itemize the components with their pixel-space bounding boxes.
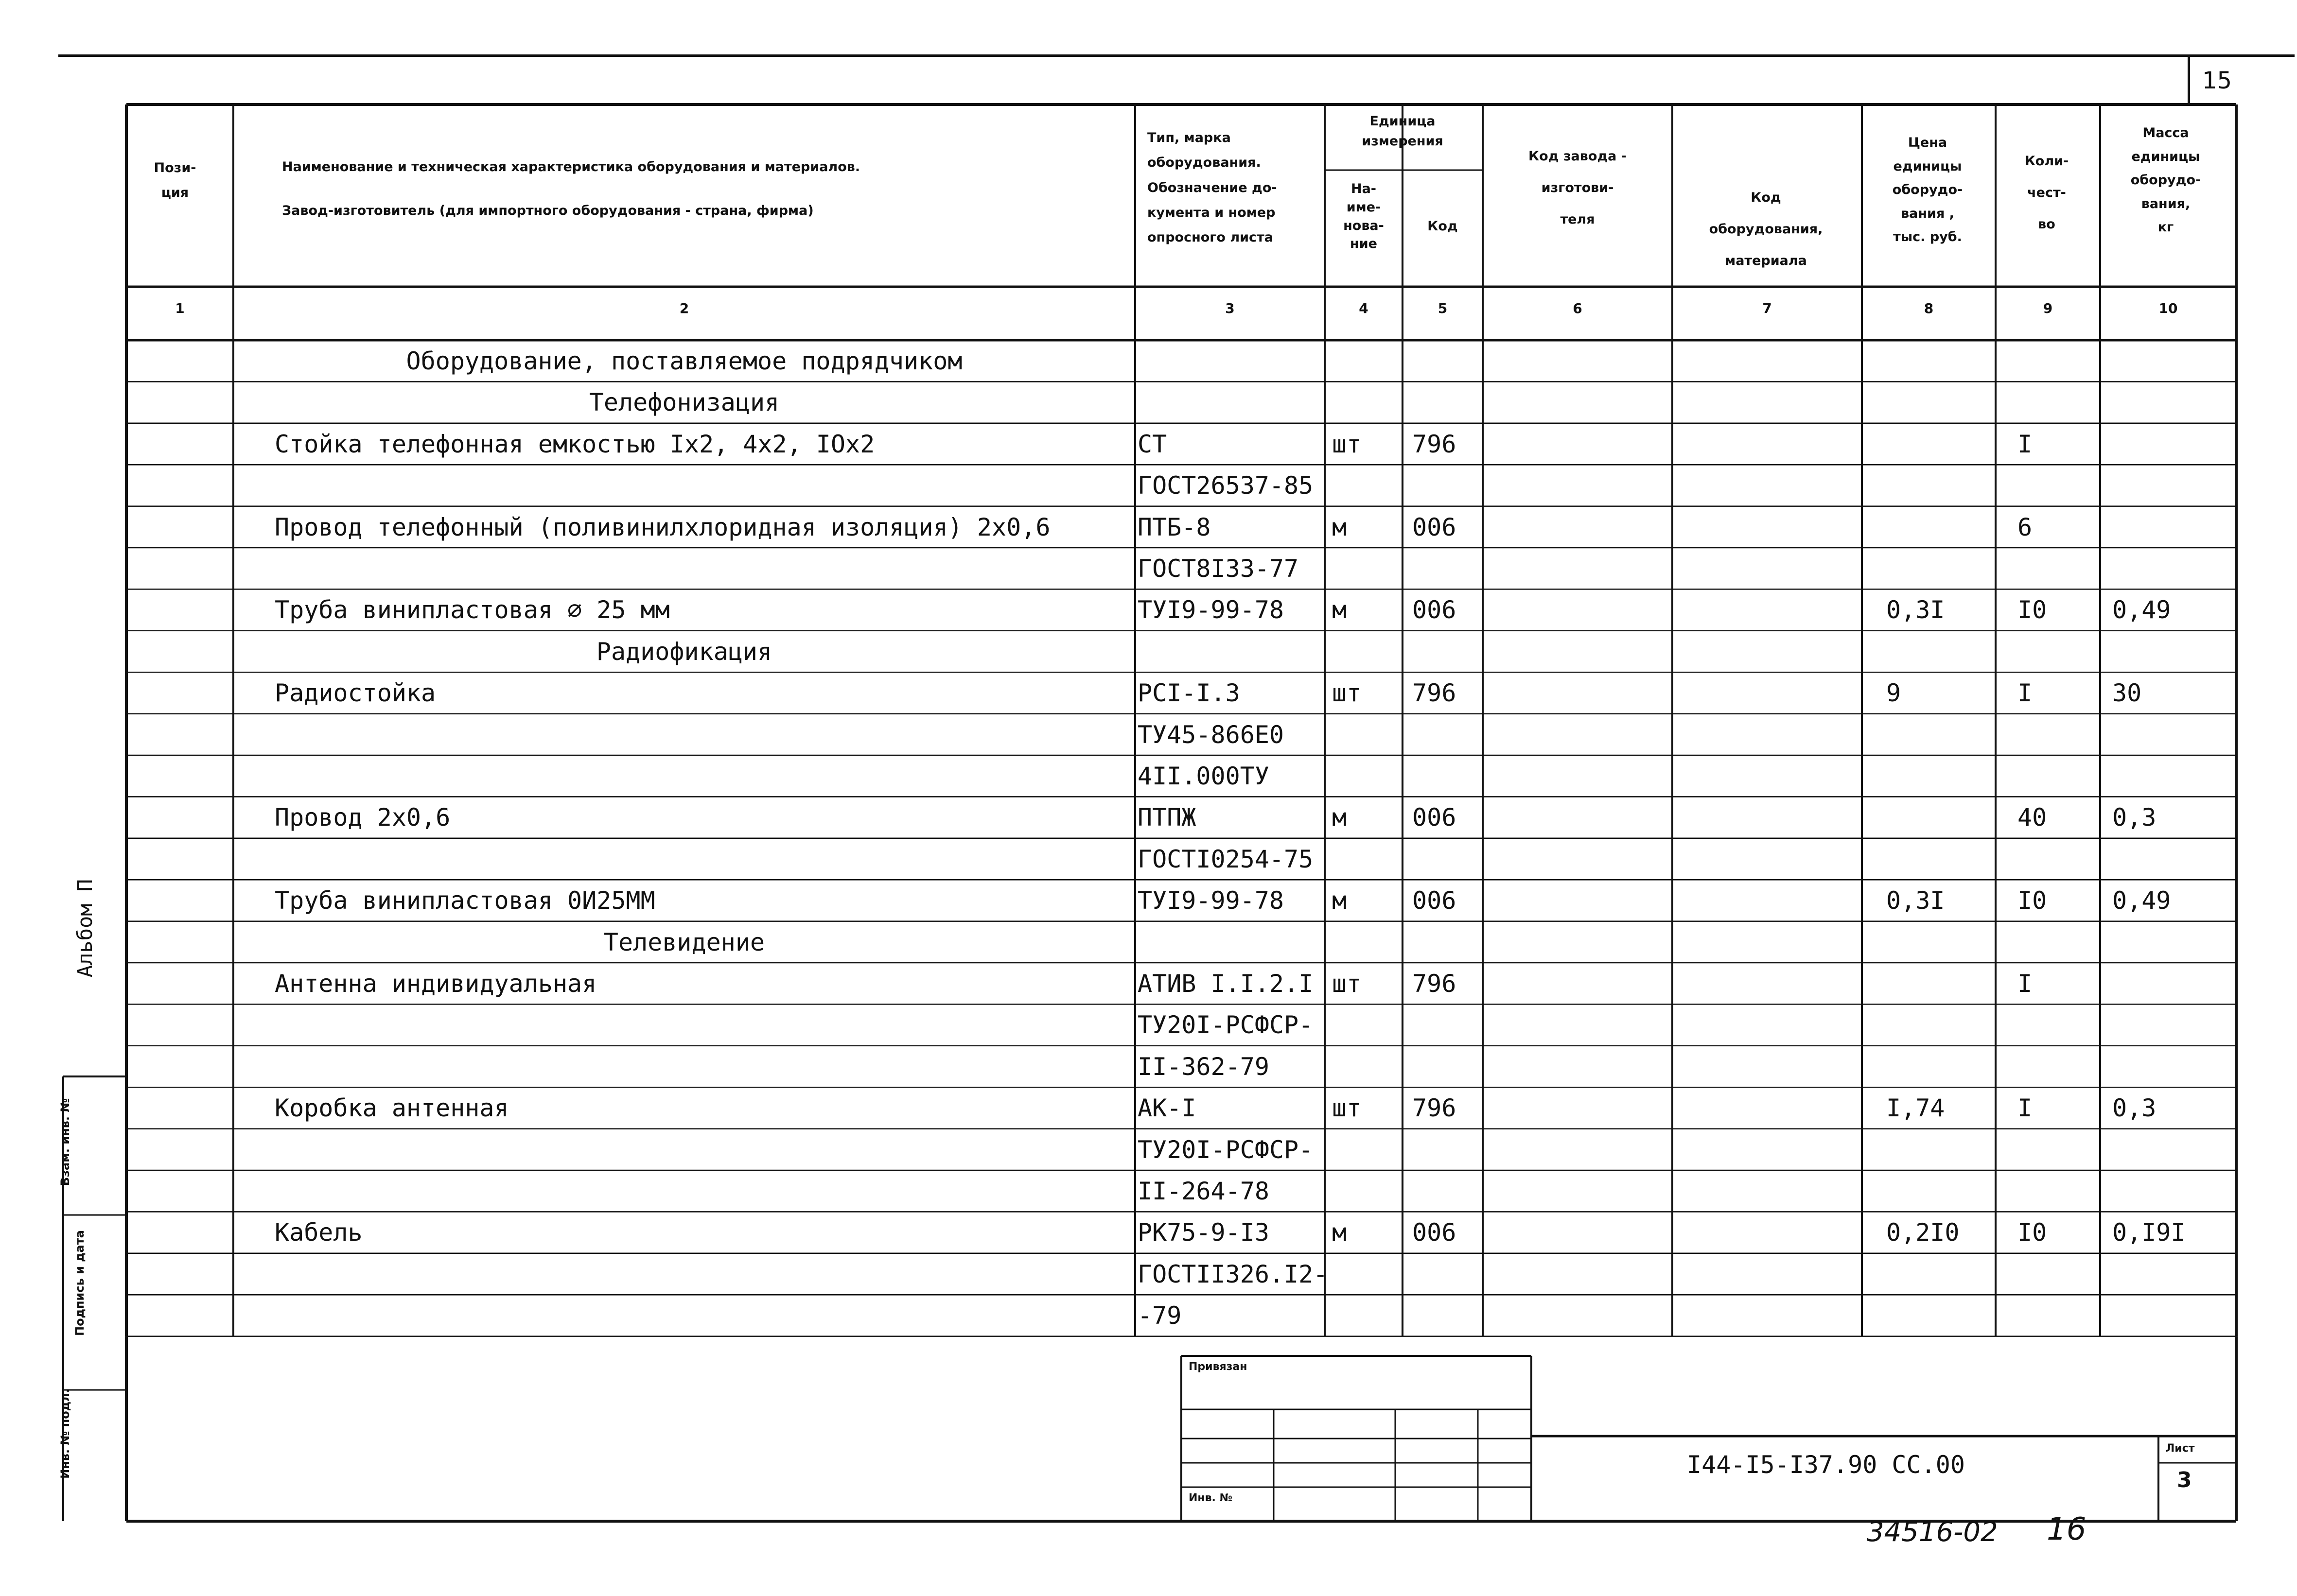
row-type: II-362-79 <box>1138 1052 1269 1081</box>
row-price: 0,2I0 <box>1886 1218 1960 1247</box>
row-quantity: I0 <box>2017 596 2047 625</box>
row-type: ТУI9-99-78 <box>1138 596 1284 625</box>
row-mass: 0,I9I <box>2112 1218 2186 1247</box>
row-type: ГОСТII326.I2- <box>1138 1260 1328 1288</box>
side-label-signature: Подпись и дата <box>73 1230 87 1336</box>
row-name: Труба винипластовая 0И25ММ <box>275 886 655 915</box>
header-factory-code: Код завода - изготови- теля <box>1528 149 1627 227</box>
row-code: 006 <box>1412 596 1456 625</box>
row-code: 796 <box>1412 970 1456 998</box>
column-number: 7 <box>1762 300 1772 316</box>
row-price: I,74 <box>1886 1094 1945 1123</box>
row-code: 006 <box>1412 886 1456 915</box>
row-name: Радиостойка <box>275 679 436 708</box>
column-number: 4 <box>1359 300 1368 316</box>
header-price: Цена единицы оборудо- вания , тыс. руб. <box>1892 135 1963 245</box>
row-name: Антенна индивидуальная <box>275 970 597 998</box>
column-number: 1 <box>175 300 185 316</box>
row-unit: м <box>1332 886 1347 915</box>
section-heading: Радиофикация <box>596 637 772 666</box>
row-quantity: I <box>2017 970 2033 998</box>
section-heading: Телевидение <box>603 928 765 956</box>
sheet-number: 3 <box>2177 1468 2192 1492</box>
row-price: 0,3I <box>1886 596 1945 625</box>
row-mass: 0,49 <box>2112 886 2171 915</box>
row-type: РК75-9-I3 <box>1138 1218 1269 1247</box>
row-type: ТУ45-866Е0 <box>1138 720 1284 749</box>
row-type: ГОСТ26537-85 <box>1138 471 1314 500</box>
row-type: АК-I <box>1138 1094 1196 1123</box>
header-position: Пози- ция <box>154 160 196 201</box>
row-type: 4II.000ТУ <box>1138 762 1269 790</box>
header-name-line1: Наименование и техническая характеристика оборудования и материалов. <box>282 159 860 174</box>
row-code: 796 <box>1412 430 1456 458</box>
row-type: ПТПЖ <box>1138 803 1196 832</box>
row-name: Провод телефонный (поливинилхлоридная изоляция) 2х0,6 <box>275 513 1051 541</box>
sheet-label: Лист <box>2166 1442 2195 1455</box>
row-code: 006 <box>1412 1218 1456 1247</box>
footer-extra: 16 <box>2047 1511 2087 1547</box>
row-type: ТУ20I-РСФСР- <box>1138 1011 1314 1040</box>
row-quantity: 6 <box>2017 513 2033 541</box>
section-heading: Оборудование, поставляемое подрядчиком <box>406 347 963 375</box>
column-number: 5 <box>1438 300 1448 316</box>
row-code: 006 <box>1412 513 1456 541</box>
album-label: Альбом П <box>73 879 97 978</box>
row-quantity: 40 <box>2017 803 2047 832</box>
row-quantity: I <box>2017 1094 2033 1123</box>
document-code: I44-I5-I37.90 СС.00 <box>1687 1451 1965 1479</box>
header-unit-group: Единица измерения <box>1362 114 1443 149</box>
row-quantity: I0 <box>2017 1218 2047 1247</box>
column-number: 6 <box>1573 300 1582 316</box>
row-name: Провод 2х0,6 <box>275 803 451 832</box>
column-number: 2 <box>679 300 689 316</box>
row-price: 9 <box>1886 679 1901 708</box>
row-mass: 0,49 <box>2112 596 2171 625</box>
header-name-line2: Завод-изготовитель (для импортного оборудования - страна, фирма) <box>282 203 814 218</box>
row-unit: м <box>1332 803 1347 832</box>
header-unit-code: Код <box>1427 219 1458 234</box>
row-quantity: I <box>2017 430 2033 458</box>
row-code: 796 <box>1412 1094 1456 1123</box>
row-mass: 30 <box>2112 679 2142 708</box>
row-type: СТ <box>1138 430 1167 458</box>
section-heading: Телефонизация <box>589 388 780 417</box>
row-mass: 0,3 <box>2112 803 2157 832</box>
header-equipment-code: Код оборудования, материала <box>1709 190 1823 268</box>
row-name: Коробка антенная <box>275 1094 509 1123</box>
row-name: Стойка телефонная емкостью Iх2, 4х2, IOх2 <box>275 430 875 458</box>
row-type: РСI-I.3 <box>1138 679 1240 708</box>
column-number: 3 <box>1225 300 1235 316</box>
column-number: 8 <box>1924 300 1934 316</box>
side-label-replace: Взам. инв. № <box>58 1098 72 1186</box>
row-name: Кабель <box>275 1218 363 1247</box>
row-mass: 0,3 <box>2112 1094 2157 1123</box>
stamp-inv: Инв. № <box>1189 1492 1233 1504</box>
row-unit: шт <box>1332 970 1362 998</box>
page-number: 15 <box>2202 67 2232 94</box>
row-unit: м <box>1332 513 1347 541</box>
footer-number: 34516-02 <box>1867 1516 1998 1548</box>
header-quantity: Коли- чест- во <box>2024 154 2069 232</box>
stamp-privyazan: Привязан <box>1189 1361 1247 1373</box>
row-unit: шт <box>1332 430 1362 458</box>
row-quantity: I <box>2017 679 2033 708</box>
row-quantity: I0 <box>2017 886 2047 915</box>
row-code: 006 <box>1412 803 1456 832</box>
row-type: АТИВ I.I.2.I <box>1138 970 1314 998</box>
side-label-inventory: Инв. № подл. <box>58 1388 72 1479</box>
column-number: 9 <box>2043 300 2053 316</box>
row-unit: м <box>1332 596 1347 625</box>
row-code: 796 <box>1412 679 1456 708</box>
row-unit: м <box>1332 1218 1347 1247</box>
header-type: Тип, марка оборудования. Обозначение до- кумента и номер опросного листа <box>1147 130 1277 245</box>
row-type: ТУI9-99-78 <box>1138 886 1284 915</box>
row-unit: шт <box>1332 1094 1362 1123</box>
row-type: ГОСТ8I33-77 <box>1138 555 1299 583</box>
row-type: ГОСТI0254-75 <box>1138 845 1314 873</box>
row-price: 0,3I <box>1886 886 1945 915</box>
row-type: ПТБ-8 <box>1138 513 1211 541</box>
row-unit: шт <box>1332 679 1362 708</box>
header-unit-name: На- име- нова- ние <box>1343 181 1384 252</box>
row-type: -79 <box>1138 1301 1182 1330</box>
row-type: II-264-78 <box>1138 1177 1269 1205</box>
header-mass: Масса единицы оборудо- вания, кг <box>2130 125 2201 235</box>
column-number: 10 <box>2158 300 2178 316</box>
row-name: Труба винипластовая ∅ 25 мм <box>275 596 670 625</box>
row-type: ТУ20I-РСФСР- <box>1138 1135 1314 1164</box>
